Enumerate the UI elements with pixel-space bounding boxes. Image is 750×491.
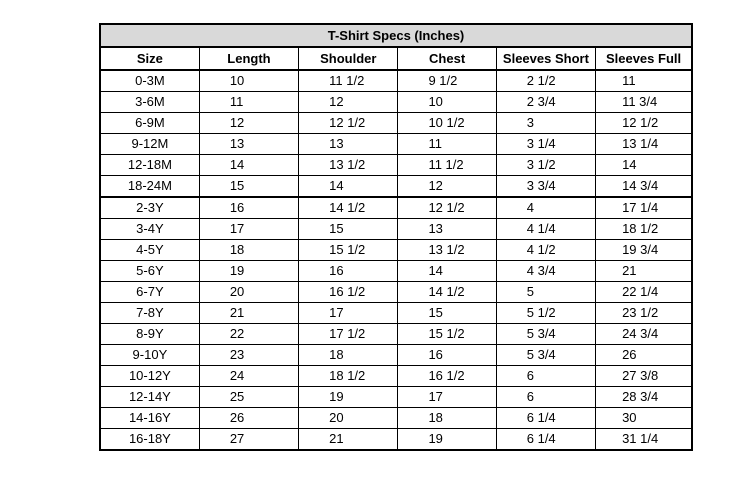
sleeves-short-cell: 2 3/4 [496, 92, 595, 113]
sleeves-full-cell: 11 [596, 70, 692, 92]
table-title: T-Shirt Specs (Inches) [100, 24, 692, 47]
sleeves-full-cell: 23 1/2 [596, 303, 692, 324]
size-cell: 4-5Y [100, 240, 199, 261]
sleeves-full-cell: 27 3/8 [596, 366, 692, 387]
size-cell: 6-7Y [100, 282, 199, 303]
header-sleeves-full: Sleeves Full [596, 47, 692, 70]
chest-cell: 15 [398, 303, 496, 324]
chest-cell: 13 [398, 219, 496, 240]
table-row [100, 240, 692, 261]
shoulder-cell: 17 [299, 303, 398, 324]
sleeves-full-cell: 28 3/4 [596, 387, 692, 408]
length-cell: 17 [199, 219, 298, 240]
length-cell: 23 [199, 345, 298, 366]
sleeves-short-cell: 3 1/2 [496, 155, 595, 176]
header-shoulder: Shoulder [299, 47, 398, 70]
sleeves-short-cell: 6 [496, 387, 595, 408]
length-cell: 15 [199, 176, 298, 198]
chest-cell: 13 1/2 [398, 240, 496, 261]
sleeves-short-cell: 4 3/4 [496, 261, 595, 282]
sleeves-short-cell: 4 1/4 [496, 219, 595, 240]
chest-cell: 18 [398, 408, 496, 429]
shoulder-cell: 19 [299, 387, 398, 408]
table-row [100, 345, 692, 366]
size-cell: 12-14Y [100, 387, 199, 408]
table-row [100, 219, 692, 240]
shoulder-cell: 16 1/2 [299, 282, 398, 303]
shoulder-cell: 18 1/2 [299, 366, 398, 387]
sleeves-short-cell: 2 1/2 [496, 70, 595, 92]
header-chest: Chest [398, 47, 496, 70]
length-cell: 13 [199, 134, 298, 155]
shoulder-cell: 15 1/2 [299, 240, 398, 261]
chest-cell: 12 1/2 [398, 197, 496, 219]
length-cell: 21 [199, 303, 298, 324]
sleeves-short-cell: 3 3/4 [496, 176, 595, 198]
sleeves-short-cell: 5 [496, 282, 595, 303]
sleeves-short-cell: 3 1/4 [496, 134, 595, 155]
shoulder-cell: 18 [299, 345, 398, 366]
length-cell: 16 [199, 197, 298, 219]
size-cell: 18-24M [100, 176, 199, 198]
size-cell: 16-18Y [100, 429, 199, 451]
size-cell: 5-6Y [100, 261, 199, 282]
length-cell: 22 [199, 324, 298, 345]
table-row [100, 429, 692, 451]
size-cell: 8-9Y [100, 324, 199, 345]
shoulder-cell: 14 [299, 176, 398, 198]
table-row [100, 261, 692, 282]
table-row [100, 324, 692, 345]
chest-cell: 12 [398, 176, 496, 198]
sleeves-short-cell: 5 3/4 [496, 324, 595, 345]
table-row [100, 113, 692, 134]
length-cell: 19 [199, 261, 298, 282]
chest-cell: 16 1/2 [398, 366, 496, 387]
shoulder-cell: 13 1/2 [299, 155, 398, 176]
size-cell: 10-12Y [100, 366, 199, 387]
sleeves-short-cell: 4 [496, 197, 595, 219]
sleeves-full-cell: 26 [596, 345, 692, 366]
shoulder-cell: 14 1/2 [299, 197, 398, 219]
size-cell: 9-12M [100, 134, 199, 155]
shoulder-cell: 12 [299, 92, 398, 113]
sleeves-full-cell: 24 3/4 [596, 324, 692, 345]
length-cell: 20 [199, 282, 298, 303]
shoulder-cell: 15 [299, 219, 398, 240]
header-size: Size [100, 47, 199, 70]
table-row [100, 387, 692, 408]
size-cell: 14-16Y [100, 408, 199, 429]
chest-cell: 10 [398, 92, 496, 113]
sleeves-full-cell: 12 1/2 [596, 113, 692, 134]
table-row [100, 197, 692, 219]
sleeves-full-cell: 18 1/2 [596, 219, 692, 240]
length-cell: 18 [199, 240, 298, 261]
shoulder-cell: 16 [299, 261, 398, 282]
sleeves-short-cell: 6 1/4 [496, 408, 595, 429]
shoulder-cell: 21 [299, 429, 398, 451]
sleeves-full-cell: 17 1/4 [596, 197, 692, 219]
table-row [100, 92, 692, 113]
chest-cell: 16 [398, 345, 496, 366]
sleeves-short-cell: 5 1/2 [496, 303, 595, 324]
table-row [100, 303, 692, 324]
table-row [100, 366, 692, 387]
sleeves-full-cell: 14 3/4 [596, 176, 692, 198]
chest-cell: 9 1/2 [398, 70, 496, 92]
sleeves-full-cell: 14 [596, 155, 692, 176]
table-row [100, 408, 692, 429]
size-cell: 6-9M [100, 113, 199, 134]
size-cell: 7-8Y [100, 303, 199, 324]
sleeves-full-cell: 13 1/4 [596, 134, 692, 155]
table-row [100, 282, 692, 303]
sleeves-short-cell: 3 [496, 113, 595, 134]
shoulder-cell: 13 [299, 134, 398, 155]
table-row [100, 70, 692, 92]
length-cell: 10 [199, 70, 298, 92]
length-cell: 12 [199, 113, 298, 134]
sleeves-short-cell: 6 [496, 366, 595, 387]
title-row [100, 24, 692, 47]
size-cell: 3-4Y [100, 219, 199, 240]
sleeves-short-cell: 5 3/4 [496, 345, 595, 366]
sleeves-short-cell: 4 1/2 [496, 240, 595, 261]
sleeves-short-cell: 6 1/4 [496, 429, 595, 451]
header-row [100, 47, 692, 70]
chest-cell: 15 1/2 [398, 324, 496, 345]
length-cell: 25 [199, 387, 298, 408]
length-cell: 26 [199, 408, 298, 429]
size-cell: 2-3Y [100, 197, 199, 219]
shoulder-cell: 17 1/2 [299, 324, 398, 345]
table-row [100, 134, 692, 155]
chest-cell: 17 [398, 387, 496, 408]
chest-cell: 14 1/2 [398, 282, 496, 303]
length-cell: 27 [199, 429, 298, 451]
length-cell: 24 [199, 366, 298, 387]
tshirt-specs-table [99, 23, 693, 451]
size-cell: 3-6M [100, 92, 199, 113]
length-cell: 14 [199, 155, 298, 176]
chest-cell: 11 [398, 134, 496, 155]
table-row [100, 155, 692, 176]
sleeves-full-cell: 31 1/4 [596, 429, 692, 451]
chest-cell: 10 1/2 [398, 113, 496, 134]
shoulder-cell: 20 [299, 408, 398, 429]
sleeves-full-cell: 11 3/4 [596, 92, 692, 113]
table-body [100, 70, 692, 450]
chest-cell: 14 [398, 261, 496, 282]
shoulder-cell: 11 1/2 [299, 70, 398, 92]
sleeves-full-cell: 22 1/4 [596, 282, 692, 303]
header-sleeves-short: Sleeves Short [496, 47, 595, 70]
chest-cell: 19 [398, 429, 496, 451]
length-cell: 11 [199, 92, 298, 113]
table-row [100, 176, 692, 198]
size-cell: 0-3M [100, 70, 199, 92]
chest-cell: 11 1/2 [398, 155, 496, 176]
sleeves-full-cell: 21 [596, 261, 692, 282]
size-cell: 12-18M [100, 155, 199, 176]
spec-sheet [99, 23, 693, 451]
shoulder-cell: 12 1/2 [299, 113, 398, 134]
header-length: Length [199, 47, 298, 70]
sleeves-full-cell: 30 [596, 408, 692, 429]
sleeves-full-cell: 19 3/4 [596, 240, 692, 261]
size-cell: 9-10Y [100, 345, 199, 366]
